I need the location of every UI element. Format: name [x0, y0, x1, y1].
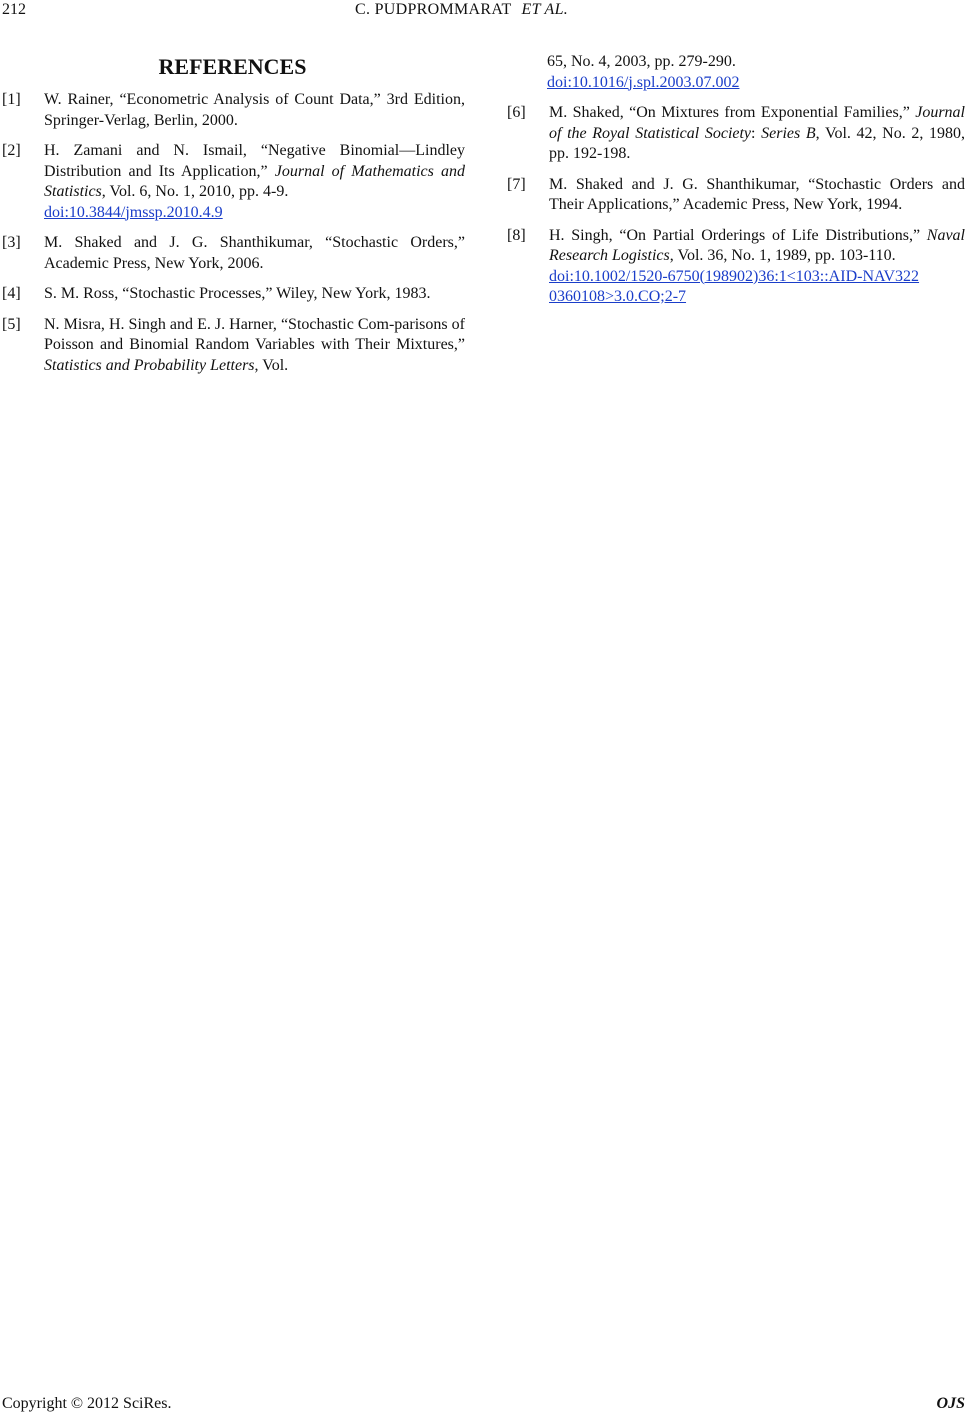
- reference-text: [44, 284, 465, 305]
- reference-text-segment: , Vol.: [254, 356, 289, 374]
- reference-number: [3]: [2, 234, 21, 251]
- reference-text-segment: , Vol. 6, No. 1, 2010, pp. 4-9.: [101, 183, 289, 200]
- reference-text: [549, 175, 965, 216]
- reference-journal-title: Naval Research Logistics: [549, 226, 965, 264]
- reference-item: [0, 315, 465, 377]
- running-head-et-al: ET AL.: [521, 1, 569, 18]
- reference-item: [0, 90, 465, 131]
- reference-journal-title: Series B: [761, 124, 816, 142]
- running-header: [0, 0, 967, 22]
- reference-item: [0, 284, 465, 305]
- reference-text: [44, 141, 465, 223]
- doi-link[interactable]: 0360108>3.0.CO;2-7: [549, 288, 687, 305]
- reference-text-segment: H. Zamani and N. Ismail, “Negative Binomial—Lindley Distribution and Its Application,”: [44, 142, 465, 180]
- reference-text: [549, 226, 965, 308]
- reference-5-continuation-text: 65, No. 4, 2003, pp. 279-290.: [547, 53, 736, 70]
- reference-number: [6]: [507, 104, 526, 121]
- reference-item: [505, 175, 965, 216]
- reference-item: [0, 141, 465, 223]
- page-number: 212: [2, 1, 26, 18]
- reference-text-segment: , Vol. 36, No. 1, 1989, pp. 103-110.: [669, 247, 896, 264]
- reference-text: [549, 103, 965, 165]
- reference-text-segment: N. Misra, H. Singh and E. J. Harner, “Stochastic Com-parisons of Poisson and Binomial Random Variables with Their Mixtures,”: [44, 315, 465, 353]
- reference-text-segment: , Vol. 42, No. 2, 1980, pp. 192-198.: [549, 124, 966, 162]
- reference-5-continuation: [505, 52, 965, 93]
- reference-number: [5]: [2, 315, 21, 333]
- reference-text-segment: M. Shaked and J. G. Shanthikumar, “Stochastic Orders,” Academic Press, New York, 2006.: [44, 234, 465, 272]
- reference-text-segment: M. Shaked and J. G. Shanthikumar, “Stochastic Orders and Their Applications,” Academic Press, New York, 1994.: [549, 175, 965, 213]
- reference-text: [44, 233, 465, 274]
- right-column: [505, 52, 965, 318]
- reference-text: [44, 90, 465, 131]
- copyright-notice: Copyright © 2012 SciRes.: [2, 1395, 172, 1412]
- reference-item: [505, 226, 965, 308]
- reference-text-segment: S. M. Ross, “Stochastic Processes,” Wiley, New York, 1983.: [44, 285, 431, 302]
- reference-text-segment: :: [751, 124, 762, 142]
- left-column: [0, 50, 465, 386]
- reference-journal-title: Statistics and Probability Letters: [44, 356, 255, 374]
- reference-number: [2]: [2, 142, 21, 159]
- journal-abbreviation: OJS: [936, 1395, 965, 1412]
- reference-5-doi-link[interactable]: doi:10.1016/j.spl.2003.07.002: [547, 73, 740, 91]
- section-title: REFERENCES: [158, 54, 307, 79]
- reference-number: [8]: [507, 226, 526, 244]
- reference-text: [44, 315, 465, 377]
- reference-item: [0, 233, 465, 274]
- reference-item: [505, 103, 965, 165]
- reference-number: [4]: [2, 285, 21, 302]
- reference-text-segment: M. Shaked, “On Mixtures from Exponential Families,”: [549, 104, 916, 121]
- running-head-author: C. PUDPROMMARAT: [355, 1, 512, 18]
- reference-text-segment: W. Rainer, “Econometric Analysis of Count Data,” 3rd Edition, Springer-Verlag, Berlin, 2000.: [44, 91, 465, 129]
- reference-list-left: [0, 90, 465, 376]
- reference-list-right: [505, 103, 965, 308]
- running-head-authors: [355, 0, 568, 20]
- reference-journal-title: Journal of Mathematics and Statistics: [44, 162, 465, 200]
- reference-text-segment: H. Singh, “On Partial Orderings of Life Distributions,”: [549, 226, 927, 244]
- doi-link[interactable]: doi:10.3844/jmssp.2010.4.9: [44, 203, 223, 221]
- reference-number: [7]: [507, 175, 526, 193]
- reference-number: [1]: [2, 91, 21, 108]
- reference-journal-title: Journal of the Royal Statistical Society: [549, 104, 965, 142]
- doi-link[interactable]: doi:10.1002/1520-6750(198902)36:1<103::AID-NAV322: [549, 267, 920, 285]
